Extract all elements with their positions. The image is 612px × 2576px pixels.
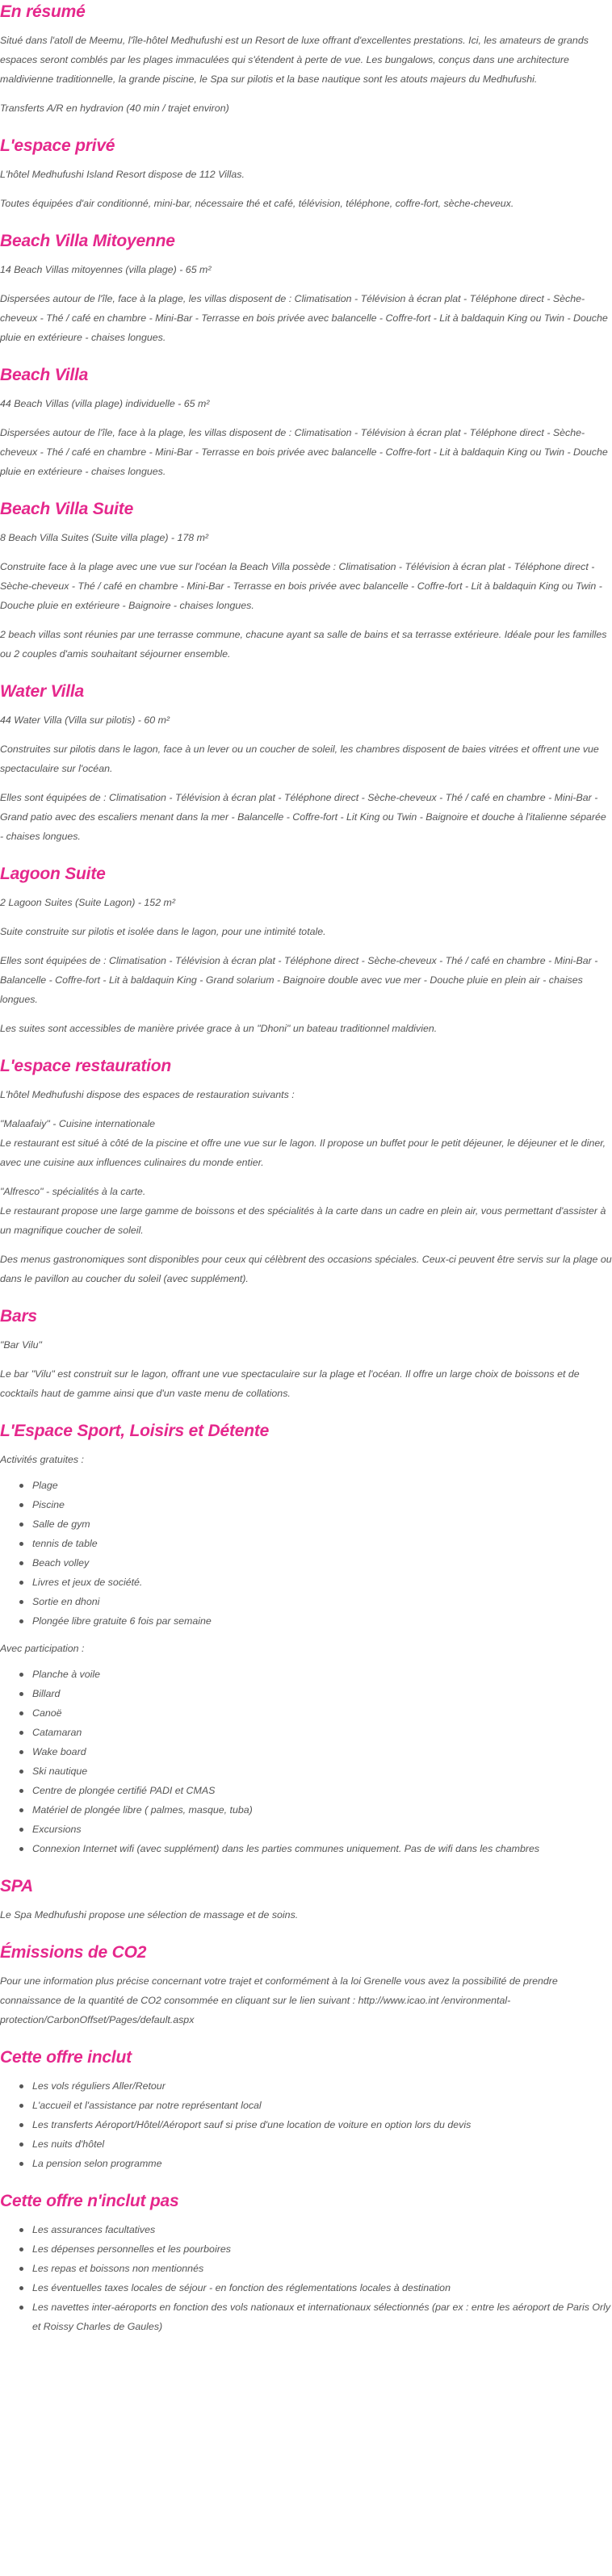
list-item: Plage <box>32 1476 612 1495</box>
heading-restauration: L'espace restauration <box>0 1057 172 1075</box>
spa-description: Le Spa Medhufushi propose une sélection de massage et de soins. <box>0 1909 299 1920</box>
heading-sport-loisirs: L'Espace Sport, Loisirs et Détente <box>0 1422 270 1440</box>
section-water-villa <box>0 681 612 846</box>
list-item: Les vols réguliers Aller/Retour <box>32 2076 612 2096</box>
section-beach-villa-suite <box>0 499 612 664</box>
mitoyenne-description: Dispersées autour de l'île, face à la plage, les villas disposent de : Climatisation - Télévision à écran plat - Téléphone direct - Sèche-cheveux - Thé / café en chambre - Mini-Bar - Terrasse en bois privée avec balancelle - Coffre-fort - Lit à baldaquin King ou Twin - Douche pluie en extérieure - chaises longues. <box>0 293 608 343</box>
list-item: Les navettes inter-aéroports en fonction des vols nationaux et internationaux sélectionnés (par ex : entre les aéroport de Paris Orly et Roissy Charles de Gaules) <box>32 2297 612 2336</box>
list-item: Piscine <box>32 1495 612 1514</box>
list-item: Matériel de plongée libre ( palmes, masque, tuba) <box>32 1800 612 1820</box>
lagoon-equipment: Elles sont équipées de : Climatisation - Télévision à écran plat - Téléphone direct - Sèche-cheveux - Thé / café en chambre - Mini-Bar - Balancelle - Coffre-fort - Lit à baldaquin King - Grand solarium - Baignoire double avec vue mer - Douche pluie en plein air - chaises longues. <box>0 955 598 1005</box>
paid-activities-list <box>0 1665 612 1858</box>
lagoon-subtitle: 2 Lagoon Suites (Suite Lagon) - 152 m² <box>0 897 175 908</box>
beach-villa-subtitle: 44 Beach Villas (villa plage) individuelle - 65 m² <box>0 398 210 409</box>
list-item: Billard <box>32 1684 612 1703</box>
list-item: Excursions <box>32 1820 612 1839</box>
list-item: Les éventuelles taxes locales de séjour - en fonction des réglementations locales à destination <box>32 2278 612 2297</box>
mitoyenne-subtitle: 14 Beach Villas mitoyennes (villa plage) - 65 m² <box>0 264 212 275</box>
list-item: La pension selon programme <box>32 2154 612 2173</box>
section-sport-loisirs <box>0 1421 612 1858</box>
heading-offre-ninclut: Cette offre n'inclut pas <box>0 2192 179 2210</box>
paid-activities-label: Avec participation : <box>0 1643 85 1654</box>
heading-offre-inclut: Cette offre inclut <box>0 2048 132 2067</box>
heading-lagoon-suite: Lagoon Suite <box>0 865 106 883</box>
section-beach-villa-mitoyenne <box>0 231 612 347</box>
heading-co2: Émissions de CO2 <box>0 1943 147 1962</box>
section-espace-prive <box>0 136 612 213</box>
heading-water-villa: Water Villa <box>0 682 85 701</box>
list-item: Ski nautique <box>32 1761 612 1781</box>
prive-villas-count: L'hôtel Medhufushi Island Resort dispose de 112 Villas. <box>0 169 245 180</box>
page-content <box>0 2 612 2336</box>
list-item: Les transferts Aéroport/Hôtel/Aéroport sauf si prise d'une location de voiture en option lors du devis <box>32 2115 612 2134</box>
section-resume <box>0 2 612 118</box>
list-item: Planche à voile <box>32 1665 612 1684</box>
heading-beach-villa: Beach Villa <box>0 366 89 384</box>
free-activities-list <box>0 1476 612 1631</box>
suite-subtitle: 8 Beach Villa Suites (Suite villa plage) - 178 m² <box>0 532 209 543</box>
prive-equipment: Toutes équipées d'air conditionné, mini-bar, nécessaire thé et café, télévision, téléphone, coffre-fort, sèche-cheveux. <box>0 198 514 209</box>
list-item: tennis de table <box>32 1534 612 1553</box>
section-restauration <box>0 1056 612 1288</box>
heading-beach-villa-suite: Beach Villa Suite <box>0 500 134 518</box>
section-offre-ninclut <box>0 2191 612 2336</box>
lagoon-access: Les suites sont accessibles de manière privée grace à un "Dhoni" un bateau traditionnel maldivien. <box>0 1023 438 1034</box>
list-item: Sortie en dhoni <box>32 1592 612 1611</box>
heading-spa: SPA <box>0 1877 34 1895</box>
list-item: Catamaran <box>32 1723 612 1742</box>
water-villa-subtitle: 44 Water Villa (Villa sur pilotis) - 60 m² <box>0 714 170 726</box>
restaurant-alfresco <box>0 1182 612 1240</box>
list-item: Centre de plongée certifié PADI et CMAS <box>32 1781 612 1800</box>
restaurant-alfresco-desc: Le restaurant propose une large gamme de boissons et des spécialités à la carte dans un cadre en plein air, vous permettant d'assister à un magnifique coucher de soleil. <box>0 1205 606 1236</box>
list-item: Les nuits d'hôtel <box>32 2134 612 2154</box>
included-list <box>0 2076 612 2173</box>
co2-description: Pour une information plus précise concernant votre trajet et conformément à la loi Grenelle vous avez la possibilité de prendre connaissance de la quantité de CO2 consommée en cliquant sur le lien suivant : http://www.icao.int /environmental-protection/CarbonOffset/Pages/default.aspx <box>0 1975 558 2025</box>
section-lagoon-suite <box>0 864 612 1038</box>
restauration-gastronomic: Des menus gastronomiques sont disponibles pour ceux qui célèbrent des occasions spéciales. Ceux-ci peuvent être servis sur la plage ou dans le pavillon au coucher du soleil (avec supplément). <box>0 1254 612 1284</box>
list-item: Livres et jeux de société. <box>32 1573 612 1592</box>
list-item: L'accueil et l'assistance par notre représentant local <box>32 2096 612 2115</box>
lagoon-intro: Suite construite sur pilotis et isolée dans le lagon, pour une intimité totale. <box>0 926 326 937</box>
restaurant-alfresco-name: "Alfresco" - spécialités à la carte. <box>0 1186 146 1197</box>
free-activities-label: Activités gratuites : <box>0 1454 84 1465</box>
heading-bars: Bars <box>0 1307 37 1326</box>
section-offre-inclut <box>0 2047 612 2173</box>
resume-transfer: Transferts A/R en hydravion (40 min / trajet environ) <box>0 103 229 114</box>
section-bars <box>0 1306 612 1403</box>
list-item: Connexion Internet wifi (avec supplément) dans les parties communes uniquement. Pas de wifi dans les chambres <box>32 1839 612 1858</box>
suite-family-note: 2 beach villas sont réunies par une terrasse commune, chacune ayant sa salle de bains et sa terrasse extérieure. Idéale pour les familles ou 2 couples d'amis souhaitant séjourner ensemble. <box>0 629 607 660</box>
list-item: Wake board <box>32 1742 612 1761</box>
list-item: Salle de gym <box>32 1514 612 1534</box>
bar-description: Le bar "Vilu" est construit sur le lagon, offrant une vue spectaculaire sur la plage et l'océan. Il offre un large choix de boissons et de cocktails haut de gamme ainsi que d'un vaste menu de collations. <box>0 1368 580 1399</box>
restaurant-malaafaiy-desc: Le restaurant est situé à côté de la piscine et offre une vue sur le lagon. Il propose un buffet pour le petit déjeuner, le déjeuner et le diner, avec une cuisine aux influences culinaires du monde entier. <box>0 1137 606 1168</box>
excluded-list <box>0 2220 612 2336</box>
beach-villa-description: Dispersées autour de l'île, face à la plage, les villas disposent de : Climatisation - Télévision à écran plat - Téléphone direct - Sèche-cheveux - Thé / café en chambre - Mini-Bar - Terrasse en bois privée avec balancelle - Coffre-fort - Lit à baldaquin King ou Twin - Douche pluie en extérieure - chaises longues. <box>0 427 608 477</box>
restaurant-malaafaiy <box>0 1114 612 1172</box>
list-item: Les assurances facultatives <box>32 2220 612 2239</box>
water-villa-equipment: Elles sont équipées de : Climatisation - Télévision à écran plat - Téléphone direct - Sèche-cheveux - Thé / café en chambre - Mini-Bar - Grand patio avec des escaliers menant dans la mer - Balancelle - Coffre-fort - Lit King ou Twin - Baignoire et douche à l'italienne séparée - chaises longues. <box>0 792 606 842</box>
restaurant-malaafaiy-name: "Malaafaiy" - Cuisine internationale <box>0 1118 156 1129</box>
section-beach-villa <box>0 365 612 481</box>
list-item: Beach volley <box>32 1553 612 1573</box>
list-item: Les repas et boissons non mentionnés <box>32 2259 612 2278</box>
section-spa <box>0 1876 612 1925</box>
heading-beach-villa-mitoyenne: Beach Villa Mitoyenne <box>0 232 175 250</box>
list-item: Les dépenses personnelles et les pourboires <box>32 2239 612 2259</box>
heading-resume: En résumé <box>0 2 86 21</box>
resume-text: Situé dans l'atoll de Meemu, l'île-hôtel Medhufushi est un Resort de luxe offrant d'excellentes prestations. Ici, les amateurs de grands espaces seront comblés par les plages immaculées qui s'étendent à perte de vue. Les bungalows, conçus dans une architecture maldivienne traditionnelle, la grande piscine, le Spa sur pilotis et la base nautique sont les atouts majeurs du Medhufushi. <box>0 35 589 85</box>
restauration-intro: L'hôtel Medhufushi dispose des espaces de restauration suivants : <box>0 1089 295 1100</box>
bar-name: "Bar Vilu" <box>0 1339 42 1351</box>
heading-espace-prive: L'espace privé <box>0 136 115 155</box>
suite-description: Construite face à la plage avec une vue sur l'océan la Beach Villa possède : Climatisation - Télévision à écran plat - Téléphone direct - Sèche-cheveux - Thé / café en chambre - Mini-Bar - Terrasse en bois privée avec balancelle - Coffre-fort - Lit à baldaquin King ou Twin - Douche pluie en extérieure - Baignoire - chaises longues. <box>0 561 602 611</box>
list-item: Plongée libre gratuite 6 fois par semaine <box>32 1611 612 1631</box>
list-item: Canoë <box>32 1703 612 1723</box>
water-villa-intro: Construites sur pilotis dans le lagon, face à un lever ou un coucher de soleil, les chambres disposent de baies vitrées et offrent une vue spectaculaire sur l'océan. <box>0 743 599 774</box>
section-co2 <box>0 1942 612 2029</box>
